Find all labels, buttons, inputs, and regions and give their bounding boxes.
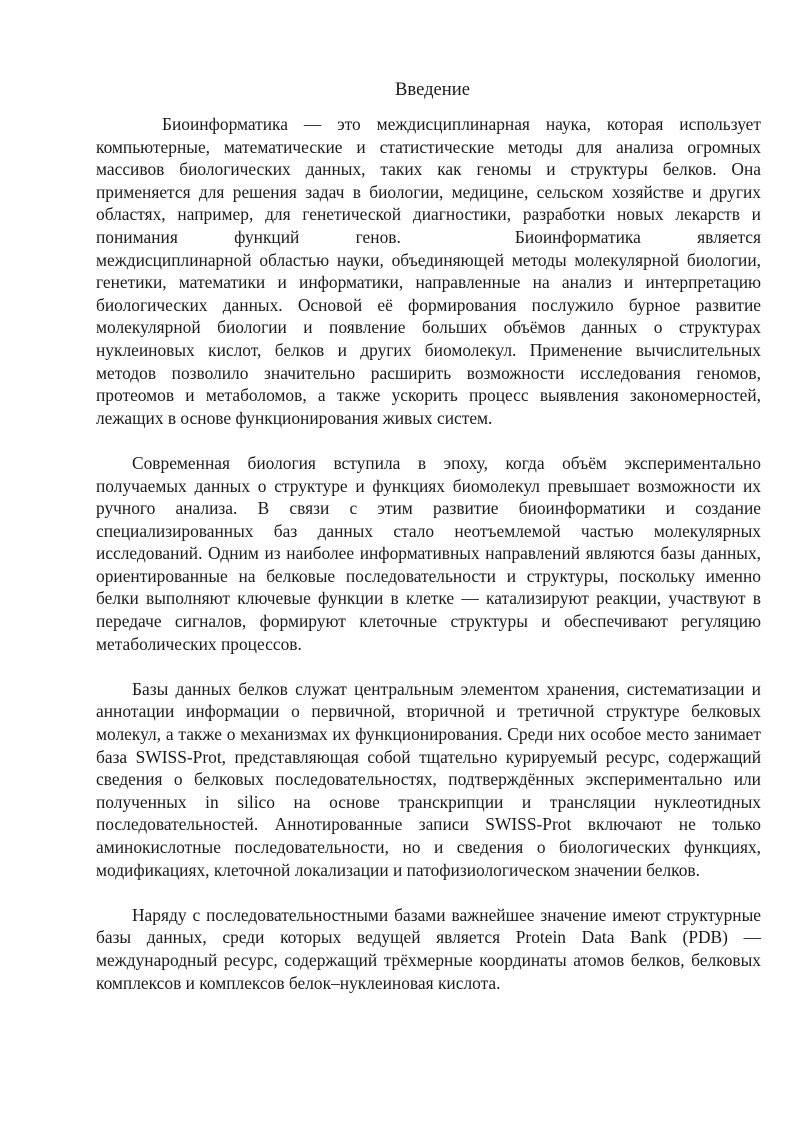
paragraph-intro-text-1: Биоинформатика — это междисциплинарная наука, которая использует компьютерные, математические и статистические методы для анализа огромных массивов биологических данных, таких как геномы и структуры белков. Она применяется для решения задач в биологии, медицине, сельском хозяйстве и других областях, например, для генетической диагностики, разработки новых лекарств и понимания функций генов. <box>96 114 761 247</box>
paragraph-protein-databases: Базы данных белков служат центральным элементом хранения, систематизации и аннотации информации о первичной, вторичной и третичной структуре белковых молекул, а также о механизмах их функционирования. Среди них особое место занимает база SWISS-Prot, представляющая собой тщательно курируемый ресурс, содержащий сведения о белковых последовательностях, подтверждённых экспериментально или полученных in silico на основе транскрипции и трансляции нуклеотидных последовательностей. Аннотированные записи SWISS-Prot включают не только аминокислотные последовательности, но и сведения о биологических функциях, модификациях, клеточной локализации и патофизиологическом значении белков. <box>96 678 761 880</box>
document-body <box>96 78 761 994</box>
paragraph-modern-biology: Современная биология вступила в эпоху, когда объём экспериментально получаемых данных о структуре и функциях биомолекул превышает возможности их ручного анализа. В связи с этим развитие биоинформатики и создание специализированных баз данных стало неотъемлемой частью молекулярных исследований. Одним из наиболее информативных направлений являются базы данных, ориентированные на белковые последовательности и структуры, поскольку именно белки выполняют ключевые функции в клетке — катализируют реакции, участвуют в передаче сигналов, формируют клеточные структуры и обеспечивают регуляцию метаболических процессов. <box>96 452 761 654</box>
paragraph-intro-text-2: Биоинформатика является междисциплинарной областью науки, объединяющей методы молекулярной биологии, генетики, математики и информатики, направленные на анализ и интерпретацию биологических данных. Основой её формирования послужило бурное развитие молекулярной биологии и появление больших объёмов данных о структурах нуклеиновых кислот, белков и других биомолекул. Применение вычислительных методов позволило значительно расширить возможности исследования геномов, протеомов и метаболомов, а также ускорить процесс выявления закономерностей, лежащих в основе функционирования живых систем. <box>96 226 761 428</box>
document-title: Введение <box>395 79 470 100</box>
paragraph-intro <box>96 113 761 429</box>
paragraph-structural-databases: Наряду с последовательностными базами важнейшее значение имеют структурные базы данных, среди которых ведущей является Protein Data Bank (PDB) — международный ресурс, содержащий трёхмерные координаты атомов белков, белковых комплексов и комплексов белок–нуклеиновая кислота. <box>96 904 761 993</box>
